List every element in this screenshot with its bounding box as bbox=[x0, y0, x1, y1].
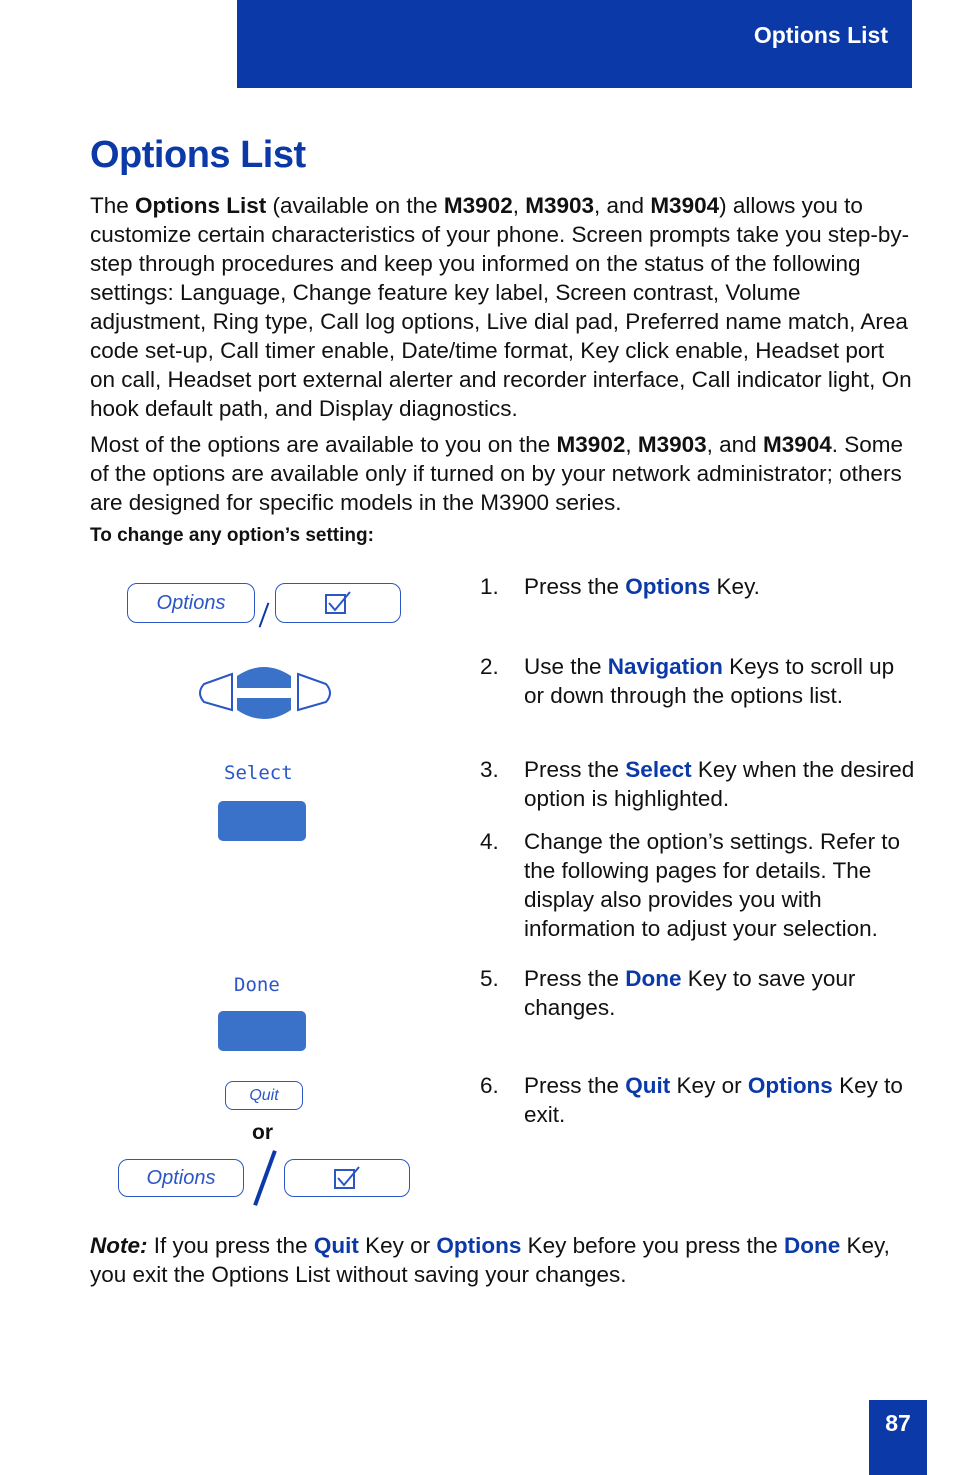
page-title: Options List bbox=[90, 134, 306, 176]
step-4: 4. Change the option’s settings. Refer to the following pages for details. The display also provides you with information to adjust your selection. bbox=[480, 829, 901, 941]
quit-key[interactable]: Quit bbox=[225, 1081, 303, 1110]
step-2: 2. Use the Navigation Keys to scroll up or down through the options list. bbox=[480, 654, 895, 708]
availability-paragraph: Most of the options are available to you on the M3902, M3903, and M3904. Some of the options are available only if turned on by your network administrator; others are designed for specific models in the M3900 series. bbox=[90, 432, 904, 515]
options-key[interactable]: Options bbox=[127, 583, 255, 623]
page-number-box bbox=[869, 1400, 927, 1475]
page-number: 87 bbox=[885, 1410, 911, 1436]
intro-paragraph: The Options List (available on the M3902, M3903, and M3904) allows you to customize certain characteristics of your phone. Screen prompts take you step-by-step through procedures and keep you informed on the status of the following settings: Language, Change feature key label, Screen contrast, Volume adjustment, Ring type, Call log options, Live dial pad, Preferred name match, Area code set-up, Call timer enable, Date/time format, Key click enable, Headset port on call, Headset port external alerter and recorder interface, Call indicator light, On hook default path, and Display diagnostics. bbox=[90, 193, 912, 421]
select-label: Select bbox=[224, 762, 293, 784]
checkbox-check-icon bbox=[323, 590, 353, 616]
checkbox-check-icon bbox=[332, 1165, 362, 1191]
select-softkey[interactable] bbox=[218, 801, 306, 841]
step-5: 5. Press the Done Key to save your changes. bbox=[480, 966, 856, 1020]
slash-divider-large bbox=[253, 1150, 277, 1206]
options-check-key[interactable] bbox=[275, 583, 401, 623]
done-label: Done bbox=[234, 974, 280, 996]
done-softkey[interactable] bbox=[218, 1011, 306, 1051]
step-1: 1. Press the Options Key. bbox=[480, 574, 760, 599]
header-bar bbox=[237, 0, 912, 88]
step-3: 3. Press the Select Key when the desired option is highlighted. bbox=[480, 757, 915, 811]
options-key-exit[interactable]: Options bbox=[118, 1159, 244, 1197]
header-section-title: Options List bbox=[753, 22, 888, 48]
slash-divider bbox=[259, 602, 270, 627]
options-check-key-exit[interactable] bbox=[284, 1159, 410, 1197]
procedure-heading: To change any option’s setting: bbox=[90, 525, 374, 546]
or-label: or bbox=[252, 1121, 273, 1144]
step-6: 6. Press the Quit Key or Options Key to exit. bbox=[480, 1073, 903, 1127]
navigation-cluster-icon[interactable] bbox=[194, 660, 336, 726]
note-paragraph: Note: If you press the Quit Key or Options Key before you press the Done Key, you exit the Options List without saving your changes. bbox=[90, 1233, 890, 1287]
